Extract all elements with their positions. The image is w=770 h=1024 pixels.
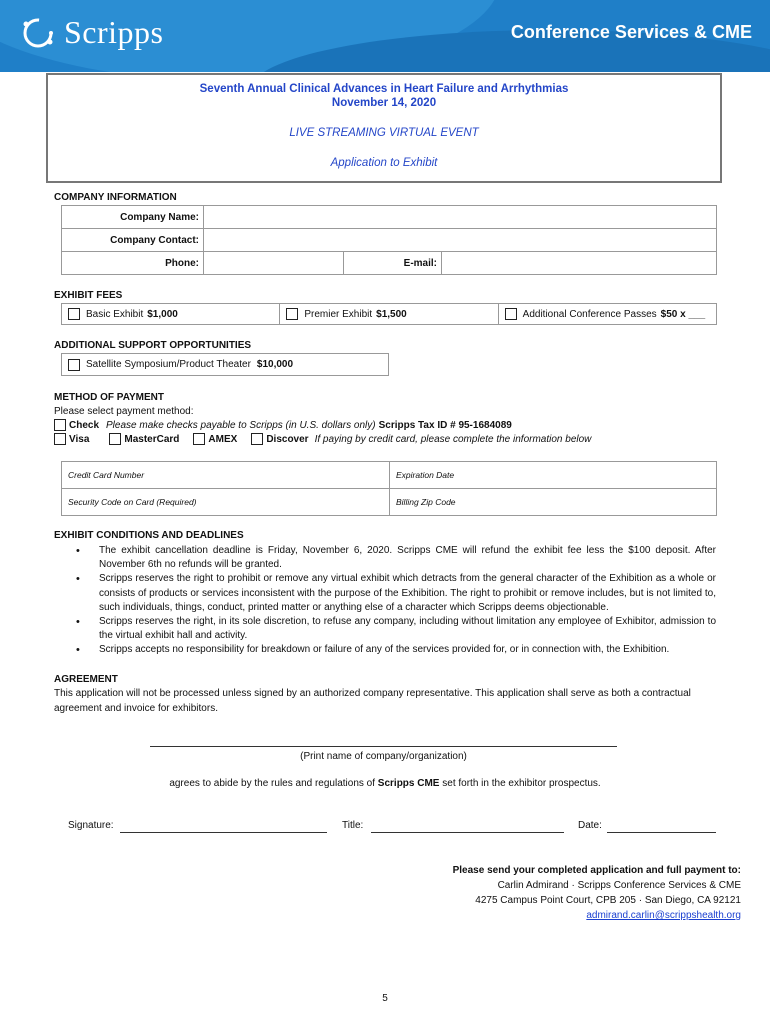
- premier-exhibit-checkbox[interactable]: [286, 308, 298, 320]
- conference-passes-label: Additional Conference Passes: [522, 308, 657, 320]
- premier-exhibit-price: $1,500: [376, 308, 407, 320]
- visa-checkbox[interactable]: [54, 433, 66, 445]
- print-name-line[interactable]: [150, 746, 617, 747]
- card-note: If paying by credit card, please complete the information below: [314, 433, 592, 445]
- title-label: Title:: [342, 820, 364, 831]
- scripps-logo-icon: [20, 15, 56, 51]
- banner-title: Conference Services & CME: [510, 22, 752, 42]
- security-code-field[interactable]: Security Code on Card (Required): [62, 489, 390, 516]
- document-type: Application to Exhibit: [330, 157, 438, 169]
- signature-label: Signature:: [68, 820, 114, 831]
- check-row: [54, 419, 512, 431]
- scripps-logo: [20, 14, 164, 51]
- agreement-text: This application will not be processed unless signed by an authorized company representative. This application shall serve as both a contractual agreement and invoice for exhibitors.: [54, 688, 691, 714]
- basic-exhibit-option[interactable]: [62, 304, 280, 324]
- amex-option[interactable]: [193, 433, 237, 445]
- title-line[interactable]: [371, 832, 564, 833]
- event-format: LIVE STREAMING VIRTUAL EVENT: [289, 127, 479, 139]
- email-label: E-mail:: [344, 252, 442, 275]
- discover-checkbox[interactable]: [251, 433, 263, 445]
- condition-item: • The exhibit cancellation deadline is Friday, November 6, 2020. Scripps CME will refund the exhibit fee less the $100 deposit. After November 6th no refunds will be granted.: [76, 544, 716, 572]
- satellite-symposium-label: Satellite Symposium/Product Theater: [86, 359, 251, 370]
- company-contact-field[interactable]: [204, 229, 717, 252]
- premier-exhibit-option[interactable]: [280, 304, 498, 324]
- abide-prefix: agrees to abide by the rules and regulations of: [169, 778, 378, 789]
- credit-card-table: [61, 461, 717, 516]
- mastercard-checkbox[interactable]: [109, 433, 121, 445]
- visa-option[interactable]: [54, 433, 89, 445]
- card-row: [54, 433, 591, 445]
- exhibit-fees-row: [61, 303, 717, 325]
- contact-email-link[interactable]: admirand.carlin@scrippshealth.org: [586, 910, 741, 921]
- check-note: Please make checks payable to Scripps (in U.S. dollars only): [106, 419, 376, 431]
- header-banner: [0, 0, 770, 72]
- check-label: Check: [69, 419, 100, 431]
- satellite-symposium-checkbox[interactable]: [68, 359, 80, 371]
- phone-label: Phone:: [62, 252, 204, 275]
- premier-exhibit-label: Premier Exhibit: [304, 308, 373, 320]
- event-name: Seventh Annual Clinical Advances in Heart Failure and Arrhythmias: [199, 83, 569, 95]
- expiration-date-field[interactable]: Expiration Date: [390, 462, 717, 489]
- conference-passes-price: $50 x ___: [660, 308, 706, 320]
- company-contact-label: Company Contact:: [62, 229, 204, 252]
- visa-label: Visa: [69, 433, 90, 445]
- date-label: Date:: [578, 820, 602, 831]
- basic-exhibit-price: $1,000: [147, 308, 178, 320]
- mastercard-option[interactable]: [109, 433, 179, 445]
- basic-exhibit-checkbox[interactable]: [68, 308, 80, 320]
- basic-exhibit-label: Basic Exhibit: [86, 308, 144, 320]
- event-date: November 14, 2020: [331, 97, 437, 109]
- contact-heading: Please send your completed application and full payment to:: [452, 865, 741, 876]
- amex-checkbox[interactable]: [193, 433, 205, 445]
- conference-passes-checkbox[interactable]: [505, 308, 517, 320]
- abide-suffix: set forth in the exhibitor prospectus.: [439, 778, 601, 789]
- condition-item: • Scripps reserves the right to prohibit or remove any virtual exhibit which detracts from the general character of the Exhibition as a whole or consists of products or services inconsistent with the purpose of the Exhibition. The right to prohibit or remove includes, but is not limited to, such individuals, things, conduct, printed matter or anything else of a character which Scripps deems objectionable.: [76, 572, 716, 615]
- conference-passes-option[interactable]: [499, 304, 716, 324]
- check-option[interactable]: [54, 419, 99, 431]
- contact-name: Carlin Admirand · Scripps Conference Services & CME: [497, 880, 741, 891]
- discover-option[interactable]: [251, 433, 308, 445]
- billing-zip-field[interactable]: Billing Zip Code: [390, 489, 717, 516]
- tax-id: Scripps Tax ID # 95-1684089: [378, 419, 512, 431]
- event-title-box: [46, 73, 722, 183]
- company-name-label: Company Name:: [62, 206, 204, 229]
- abide-org: Scripps CME: [377, 778, 440, 789]
- condition-item: • Scripps reserves the right, in its sole discretion, to refuse any company, including without limitation any employee of Exhibitor, admission to the virtual exhibit hall and activity.: [76, 615, 716, 643]
- print-name-label: (Print name of company/organization): [300, 751, 467, 762]
- credit-card-number-field[interactable]: Credit Card Number: [62, 462, 390, 489]
- support-heading: ADDITIONAL SUPPORT OPPORTUNITIES: [54, 340, 252, 351]
- discover-label: Discover: [266, 433, 309, 445]
- agreement-heading: AGREEMENT: [54, 674, 118, 685]
- payment-instruction: Please select payment method:: [54, 406, 194, 417]
- logo-text: Scripps: [64, 14, 164, 50]
- check-checkbox[interactable]: [54, 419, 66, 431]
- email-field[interactable]: [442, 252, 717, 275]
- abide-statement: [0, 778, 770, 789]
- mastercard-label: MasterCard: [124, 433, 180, 445]
- satellite-symposium-price: $10,000: [256, 359, 294, 370]
- date-line[interactable]: [607, 832, 716, 833]
- phone-field[interactable]: [204, 252, 344, 275]
- contact-block: [453, 863, 741, 923]
- payment-heading: METHOD OF PAYMENT: [54, 392, 165, 403]
- condition-item: • Scripps accepts no responsibility for breakdown or failure of any of the services provided for, or in connection with, the Exhibition.: [76, 643, 716, 657]
- page-number: 5: [382, 993, 388, 1004]
- contact-address: 4275 Campus Point Court, CPB 205 · San Diego, CA 92121: [475, 895, 741, 906]
- signature-line[interactable]: [120, 832, 327, 833]
- company-name-field[interactable]: [204, 206, 717, 229]
- amex-label: AMEX: [208, 433, 238, 445]
- conditions-heading: EXHIBIT CONDITIONS AND DEADLINES: [54, 530, 244, 541]
- satellite-symposium-option[interactable]: [61, 353, 389, 376]
- exhibit-fees-heading: EXHIBIT FEES: [54, 290, 123, 301]
- company-info-heading: COMPANY INFORMATION: [54, 192, 177, 203]
- company-info-table: [61, 205, 717, 275]
- conditions-list: [76, 544, 716, 658]
